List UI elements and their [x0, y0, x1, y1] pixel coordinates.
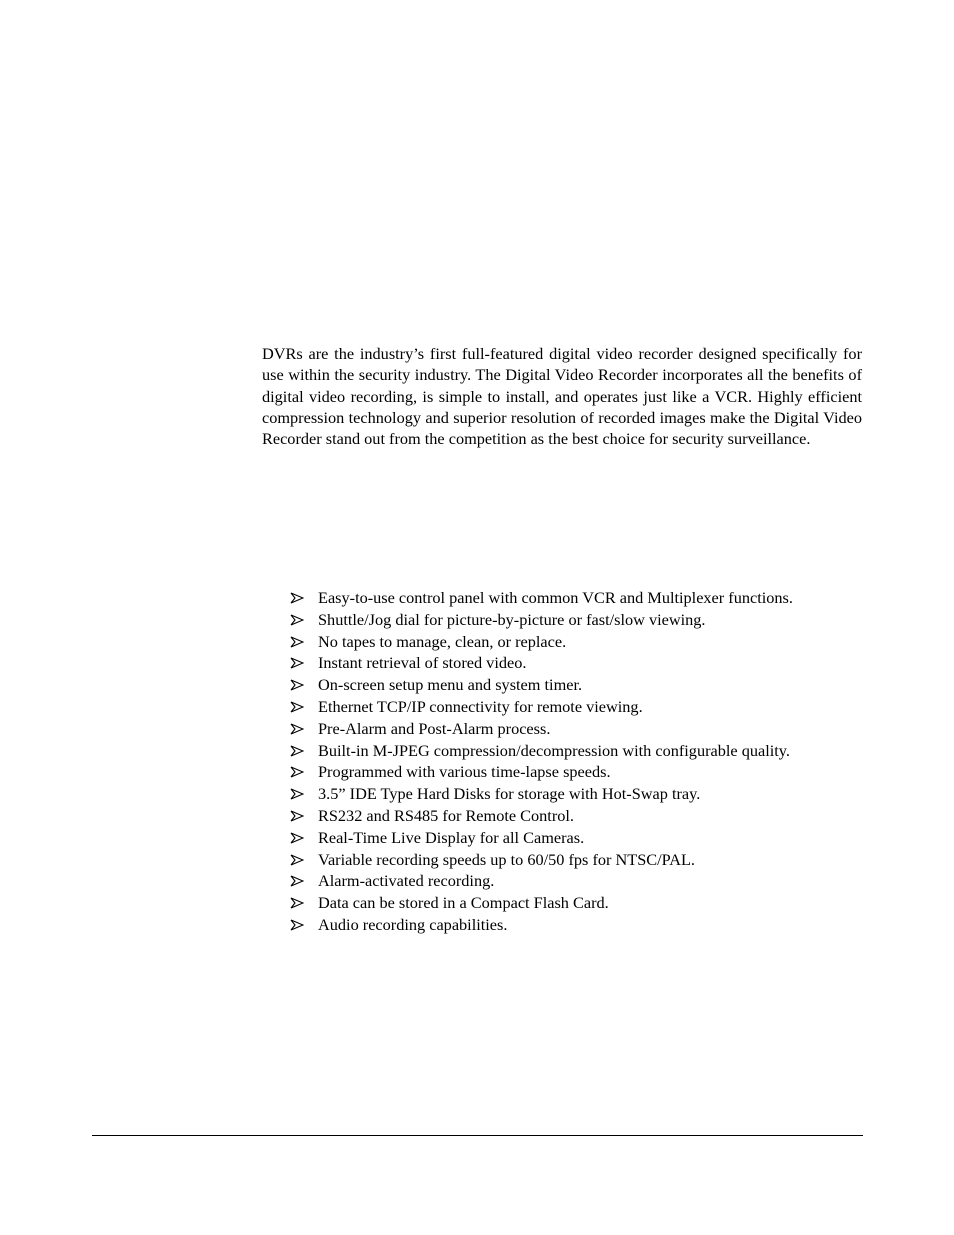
list-item [290, 892, 890, 914]
arrowhead-bullet-icon [290, 788, 304, 800]
arrowhead-bullet-icon [290, 614, 304, 626]
arrowhead-bullet-icon [290, 897, 304, 909]
arrowhead-bullet-icon [290, 875, 304, 887]
list-item-text: Audio recording capabilities. [318, 914, 508, 934]
arrowhead-bullet-icon [290, 854, 304, 866]
list-item-text: Pre-Alarm and Post-Alarm process. [318, 718, 551, 738]
list-item-text: Instant retrieval of stored video. [318, 653, 527, 673]
arrowhead-bullet-icon [290, 592, 304, 604]
arrowhead-bullet-icon [290, 679, 304, 691]
list-item-text: RS232 and RS485 for Remote Control. [318, 805, 574, 825]
list-item [290, 914, 890, 936]
list-item [290, 696, 890, 718]
list-item [290, 652, 890, 674]
list-item [290, 587, 890, 609]
list-item [290, 805, 890, 827]
arrowhead-bullet-icon [290, 810, 304, 822]
list-item-text: Variable recording speeds up to 60/50 fps for NTSC/PAL. [318, 849, 695, 869]
list-item [290, 870, 890, 892]
list-item [290, 674, 890, 696]
list-item-text: Easy-to-use control panel with common VCR and Multiplexer functions. [318, 588, 793, 607]
list-item [290, 849, 890, 871]
arrowhead-bullet-icon [290, 657, 304, 669]
arrowhead-bullet-icon [290, 766, 304, 778]
list-item-text: 3.5” IDE Type Hard Disks for storage with Hot-Swap tray. [318, 784, 701, 804]
feature-list [290, 587, 890, 936]
arrowhead-bullet-icon [290, 723, 304, 735]
list-item [290, 783, 890, 805]
list-item-text: Alarm-activated recording. [318, 871, 495, 891]
arrowhead-bullet-icon [290, 701, 304, 713]
list-item-text: No tapes to manage, clean, or replace. [318, 631, 567, 651]
footer-divider [92, 1135, 863, 1136]
list-item [290, 761, 890, 783]
arrowhead-bullet-icon [290, 919, 304, 931]
arrowhead-bullet-icon [290, 832, 304, 844]
list-item-text: On-screen setup menu and system timer. [318, 675, 583, 695]
list-item [290, 827, 890, 849]
list-item-text: Ethernet TCP/IP connectivity for remote viewing. [318, 696, 643, 716]
list-item [290, 631, 890, 653]
list-item [290, 609, 890, 631]
list-item-text: Real-Time Live Display for all Cameras. [318, 827, 585, 847]
list-item-text: Shuttle/Jog dial for picture-by-picture or fast/slow viewing. [318, 609, 706, 629]
list-item [290, 718, 890, 740]
intro-paragraph: DVRs are the industry’s first full-featured digital video recorder designed specifically for use within the security industry. The Digital Video Recorder incorporates all the benefits of digital video recording, is simple to install, and operates just like a VCR. Highly efficient compression technology and superior resolution of recorded images make the Digital Video Recorder stand out from the competition as the best choice for security surveillance. [262, 344, 862, 449]
list-item [290, 740, 890, 762]
arrowhead-bullet-icon [290, 636, 304, 648]
arrowhead-bullet-icon [290, 745, 304, 757]
list-item-text: Data can be stored in a Compact Flash Card. [318, 893, 609, 913]
list-item-text: Programmed with various time-lapse speeds. [318, 762, 611, 782]
list-item-text: Built-in M-JPEG compression/decompression with configurable quality. [318, 740, 790, 760]
